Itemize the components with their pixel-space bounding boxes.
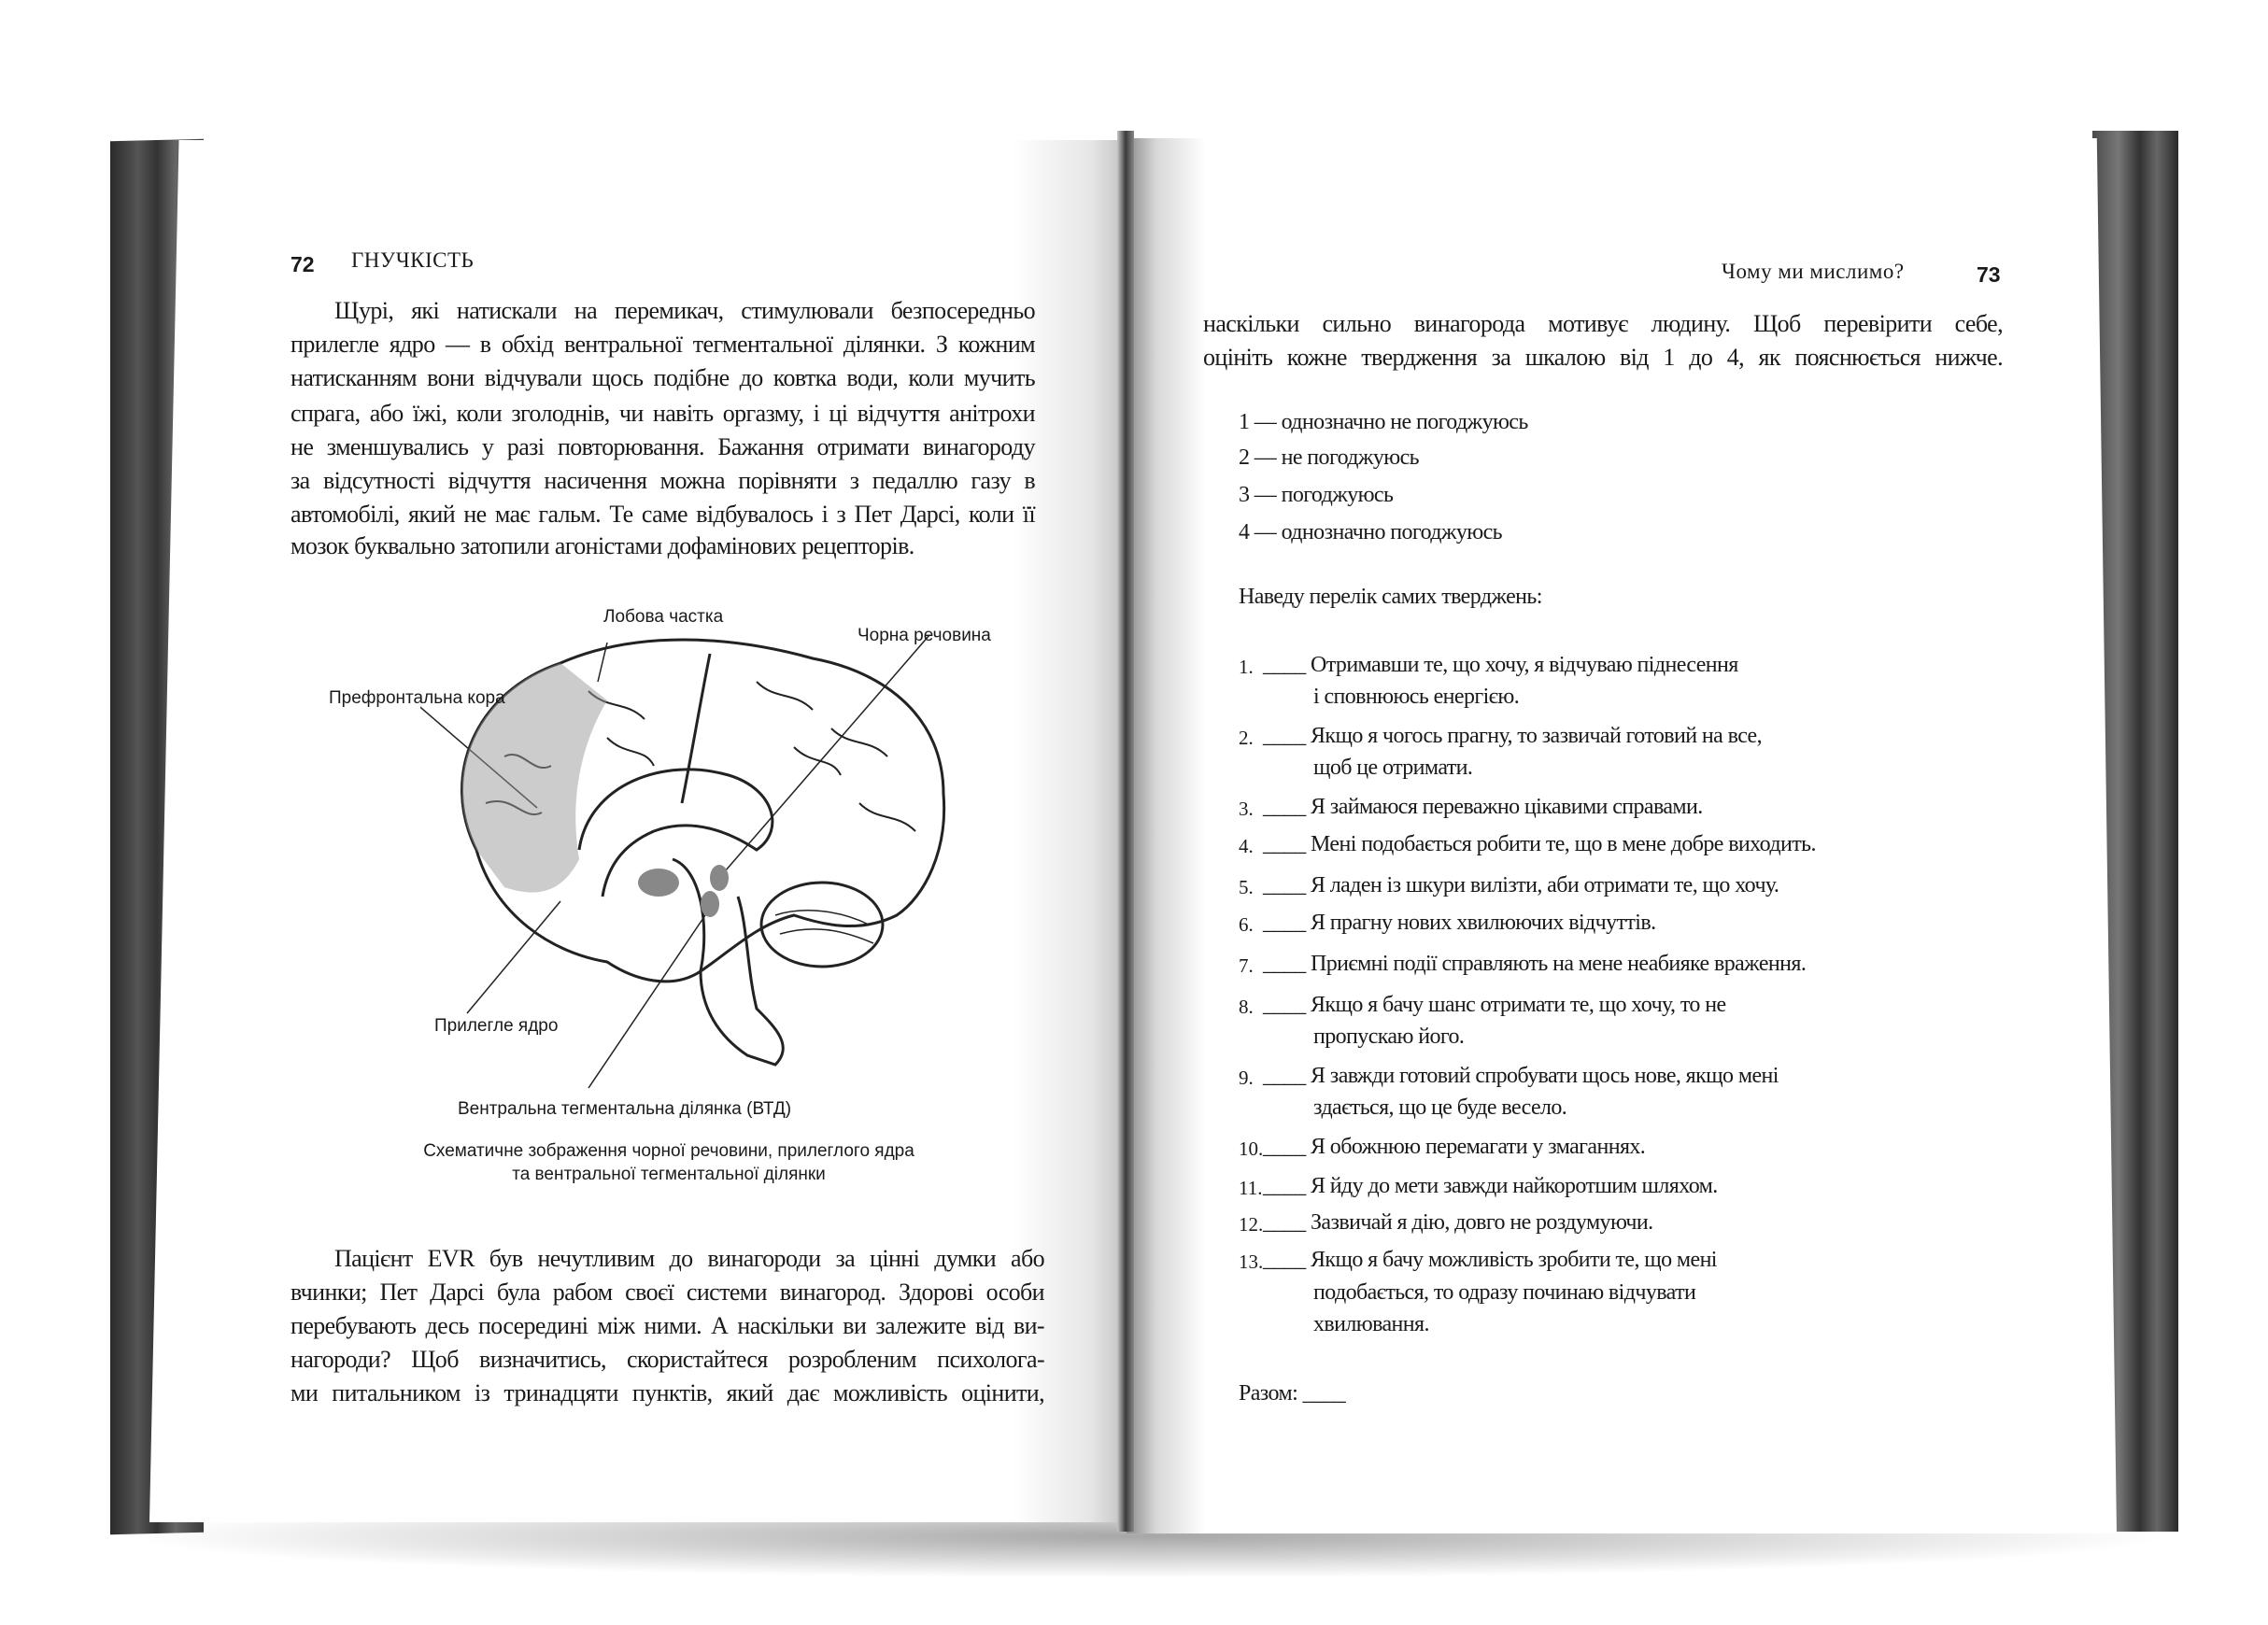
- statement-number: 9.: [1239, 1067, 1254, 1089]
- statement-number: 3.: [1239, 798, 1254, 820]
- paragraph-line: перебувають десь посередині між ними. А наскільки ви залежите від ви-: [291, 1312, 1044, 1339]
- label-vta: Вентральна тегментальна ділянка (ВТД): [458, 1099, 792, 1119]
- scale-item: 2 — не погоджуюсь: [1239, 445, 1420, 470]
- nucleus-accumbens-marker: [638, 869, 679, 897]
- running-title-left: ГНУЧКІСТЬ: [351, 248, 475, 272]
- statement-number: 8.: [1239, 996, 1254, 1018]
- figure-caption-line: Схематичне зображення чорної речовини, прилеглого ядра: [423, 1141, 914, 1161]
- paragraph-line: натисканням вони відчували щось подібне до ковтка води, коли мучить: [291, 364, 1035, 391]
- statement-text: ____ Я прагну нових хвилюючих відчуттів.: [1263, 911, 1656, 935]
- page-number-right: 73: [1977, 262, 2001, 287]
- statement-text: ____ Якщо я бачу можливість зробити те, що мені: [1263, 1248, 1717, 1272]
- vta-marker: [701, 891, 719, 917]
- statement-text: ____ Отримавши те, що хочу, я відчуваю піднесення: [1263, 653, 1738, 677]
- statement-continuation: пропускаю його.: [1313, 1024, 1465, 1049]
- statement-number: 6.: [1239, 913, 1254, 936]
- paragraph-line: прилегле ядро — в обхід вентральної тегментальної ділянки. З кожним: [291, 331, 1035, 358]
- label-frontal-lobe: Лобова частка: [603, 607, 724, 627]
- frontal-lobe-boundary: [682, 654, 710, 803]
- statement-number: 12.: [1239, 1213, 1264, 1236]
- statement-text: ____ Я ладен із шкури вилізти, аби отримати те, що хочу.: [1263, 873, 1779, 897]
- label-substantia-nigra: Чорна речовина: [858, 626, 991, 645]
- scale-item: 3 — погоджуюсь: [1239, 483, 1394, 507]
- statement-number: 5.: [1239, 876, 1254, 898]
- statement-number: 1.: [1239, 656, 1254, 678]
- statement-number: 4.: [1239, 835, 1254, 857]
- statement-continuation: і сповнююсь енергією.: [1313, 685, 1520, 709]
- paragraph-line: Пацієнт EVR був нечутливим до винагороди за цінні думки або: [334, 1245, 1044, 1272]
- paragraph-line: не зменшувались у разі повторювання. Бажання отримати винагороду: [291, 433, 1035, 460]
- vta-pointer-line: [588, 915, 705, 1088]
- paragraph-line: автомобілі, який не має гальм. Те саме відбувалось і з Пет Дарсі, коли її: [291, 501, 1035, 528]
- statement-text: ____ Я завжди готовий спробувати щось нове, якщо мені: [1263, 1064, 1779, 1088]
- paragraph-line: Щурі, які натискали на перемикач, стимулювали безпосередньо: [334, 297, 1035, 324]
- statement-number: 7.: [1239, 954, 1254, 977]
- substantia-nigra-marker: [710, 865, 729, 891]
- statement-text: ____ Я обожнюю перемагати у змаганнях.: [1263, 1135, 1646, 1159]
- nigra-pointer-line: [719, 635, 929, 878]
- page-number-left: 72: [291, 252, 315, 276]
- statement-number: 11.: [1239, 1177, 1263, 1199]
- paragraph-line: вчинки; Пет Дарсі була рабом своєї системи винагород. Здорові особи: [291, 1279, 1044, 1306]
- total-line: Разом: ____: [1239, 1381, 1346, 1406]
- paragraph-line: наскільки сильно винагорода мотивує людину. Щоб перевірити себе,: [1203, 310, 2003, 337]
- scale-item: 4 — однозначно погоджуюсь: [1239, 520, 1503, 544]
- running-title-right: Чому ми мислимо?: [1722, 260, 1905, 283]
- paragraph-line: оцініть кожне твердження за шкалою від 1 до 4, як пояснюється нижче.: [1203, 344, 2003, 371]
- statement-continuation: здається, що це буде весело.: [1313, 1095, 1567, 1120]
- brainstem: [673, 859, 783, 1065]
- paragraph-line: нагороди? Щоб визначитись, скористайтеся розробленим психолога-: [291, 1346, 1044, 1373]
- scale-item: 1 — однозначно не погоджуюсь: [1239, 410, 1528, 434]
- label-nucleus-accumbens: Прилегле ядро: [434, 1016, 559, 1036]
- statement-text: ____ Я йду до мети завжди найкоротшим шляхом.: [1263, 1174, 1718, 1198]
- list-intro: Наведу перелік самих тверджень:: [1239, 585, 1542, 609]
- statement-text: ____ Приємні події справляють на мене неабияке враження.: [1263, 952, 1807, 976]
- statement-text: ____ Зазвичай я дію, довго не роздумуючи.: [1263, 1210, 1653, 1235]
- paragraph-line: мозок буквально затопили агоністами дофамінових рецепторів.: [291, 532, 914, 559]
- book-gutter: [1117, 131, 1134, 1532]
- statement-number: 10.: [1239, 1138, 1264, 1160]
- statement-text: ____ Якщо я чогось прагну, то зазвичай готовий на все,: [1263, 724, 1763, 748]
- paragraph-line: за відсутності відчуття насичення можна порівняти з педаллю газу в: [291, 467, 1035, 494]
- statement-text: ____ Я займаюся переважно цікавими справами.: [1263, 795, 1703, 819]
- accumbens-pointer-line: [467, 901, 560, 1013]
- statement-continuation: подобається, то одразу починаю відчувати: [1313, 1280, 1696, 1305]
- paragraph-line: ми питальником із тринадцяти пунктів, який дає можливість оцінити,: [291, 1379, 1044, 1406]
- statement-text: ____ Мені подобається робити те, що в мене добре виходить.: [1263, 832, 1816, 856]
- statement-number: 13.: [1239, 1251, 1264, 1273]
- statement-number: 2.: [1239, 727, 1254, 749]
- label-prefrontal-cortex: Префронтальна кора: [329, 688, 505, 708]
- figure-caption-line: та вентральної тегментальної ділянки: [512, 1165, 826, 1184]
- statement-text: ____ Якщо я бачу шанс отримати те, що хочу, то не: [1263, 993, 1726, 1017]
- paragraph-line: спрага, або їжі, коли зголоднів, чи навіть оргазму, і ці відчуття анітрохи: [291, 400, 1035, 427]
- statement-continuation: хвилювання.: [1313, 1312, 1429, 1336]
- statement-continuation: щоб це отримати.: [1313, 756, 1473, 780]
